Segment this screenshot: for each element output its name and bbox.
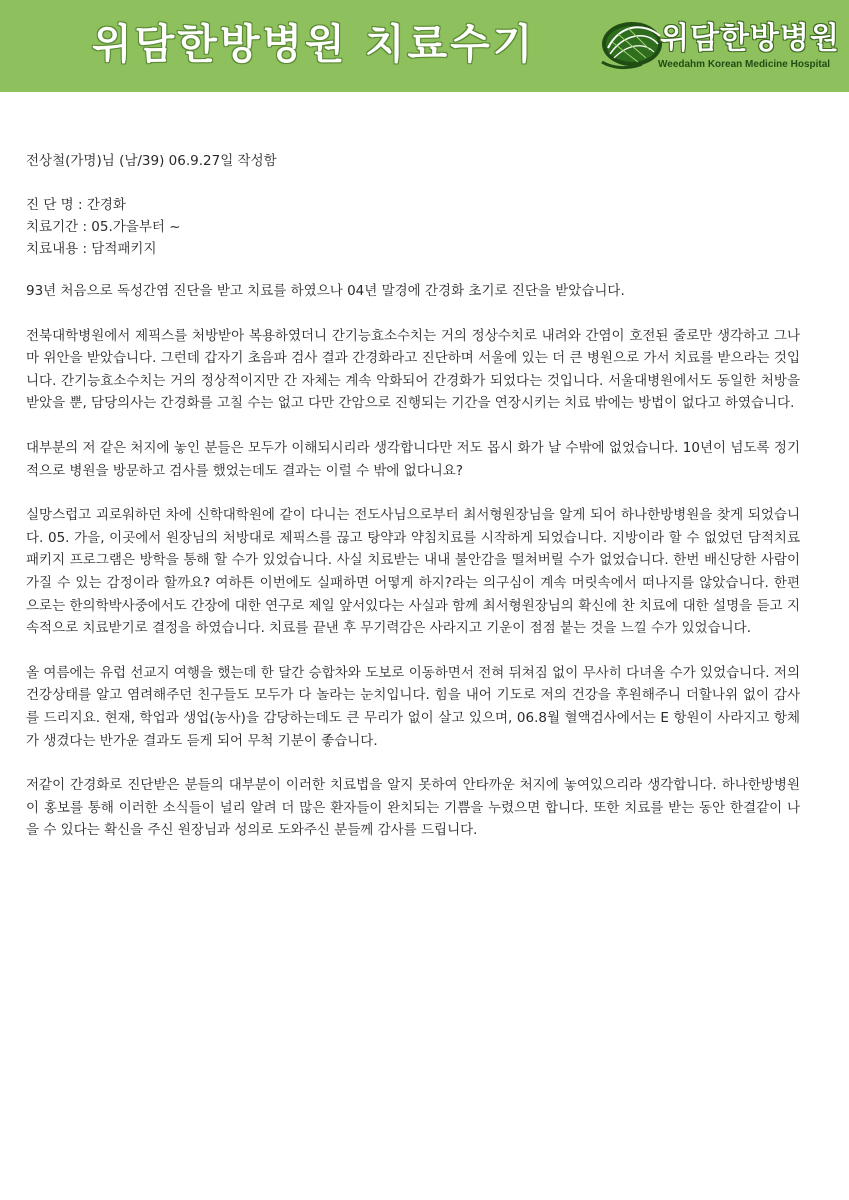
paragraph-recovery: 올 여름에는 유럽 선교지 여행을 했는데 한 달간 승합차와 도보로 이동하면서 전혀 뒤쳐짐 없이 무사히 다녀올 수가 있었습니다. 저의 건강상태를 알고 염려해주던 친구들도 모두가 다 놀라는 눈치입니다. 힘을 내어 기도로 저의 건강을 후원해주니 더할나위 없이 감사를 드리지요. 현재, 학업과 생업(농사)을 감당하는데도 큰 무리가 없이 살고 있으며, 06.8월 혈액검사에서는 E 항원이 사라지고 항체가 생겼다는 반가운 결과도 듣게 되어 무척 기분이 좋습니다. (26, 664, 800, 749)
paragraph-gratitude: 저같이 간경화로 진단받은 분들의 대부분이 이러한 치료법을 알지 못하여 안타까운 처지에 놓여있으리라 생각합니다. 하나한방병원이 홍보를 통해 이러한 소식들이 널리 알려 더 많은 환자들이 완치되는 기쁨을 누렸으면 합니다. 또한 치료를 받는 동안 한결같이 나을 수 있다는 확신을 주신 원장님과 성의로 도와주신 분들께 감사를 드립니다. (26, 777, 800, 839)
treatment-period-line: 치료기간 : 05.가을부터 ~ (26, 219, 181, 235)
diagnosis-line: 진 단 명 : 간경화 (26, 197, 126, 213)
treatment-content-line: 치료내용 : 담적패키지 (26, 241, 157, 257)
paragraph-frustration: 대부분의 저 같은 처지에 놓인 분들은 모두가 이해되시리라 생각합니다만 저도 몹시 화가 날 수밖에 없었습니다. 10년이 넘도록 정기적으로 병원을 방문하고 검사를 했었는데도 결과는 이럴 수 밖에 없다니요? (26, 439, 800, 479)
paragraph-diagnosis-history: 93년 처음으로 독성간염 진단을 받고 치료를 하였으나 04년 말경에 간경화 초기로 진단을 받았습니다. (26, 283, 625, 299)
paragraph-new-treatment: 실망스럽고 괴로워하던 차에 신학대학원에 같이 다니는 전도사님으로부터 최서형원장님을 알게 되어 하나한방병원을 찾게 되었습니다. 05. 가을, 이곳에서 원장님의 처방대로 제픽스를 끊고 탕약과 약침치료를 시작하게 되었습니다. 지방이라 할 수 없었던 담적치료 패키지 프로그램은 방학을 통해 할 수가 있었습니다. 사실 치료받는 내내 불안감을 떨쳐버릴 수가 없었습니다. 한번 배신당한 사람이 가질 수 있는 감정이라 할까요? 여하튼 이번에도 실패하면 어떻게 하지?라는 의구심이 계속 머릿속에서 떠나지를 않았습니다. 한편으로는 한의학박사중에서도 간장에 대한 연구로 제일 앞서있다는 사실과 함께 최서형원장님의 확신에 찬 치료에 대한 설명을 듣고 지속적으로 치료받기로 결정을 하였습니다. 치료를 끝낸 후 무기력감은 사라지고 기운이 점점 붙는 것을 느낄 수가 있었습니다. (26, 507, 800, 637)
paragraph-previous-treatment: 전북대학병원에서 제픽스를 처방받아 복용하였더니 간기능효소수치는 거의 정상수치로 내려와 간염이 호전된 줄로만 생각하고 그나마 위안을 받았습니다. 그런데 갑자기 초음파 검사 결과 간경화라고 진단하며 서울에 있는 더 큰 병원으로 가서 치료를 받으라는 것입니다. 간기능효소수치는 거의 정상적이지만 간 자체는 계속 악화되어 간경화가 되었다는 것입니다. 서울대병원에서도 동일한 처방을 받았을 뿐, 담당의사는 간경화를 고칠 수는 없고 다만 간암으로 진행되는 기간을 연장시키는 치료 밖에는 방법이 없다고 하였습니다. (26, 327, 800, 412)
logo-name: 위담한방병원 (660, 21, 840, 56)
page-title: 위담한방병원 치료수기 (92, 20, 536, 68)
author-line: 전상철(가명)님 (남/39) 06.9.27일 작성함 (26, 153, 277, 169)
header-banner (0, 0, 849, 92)
logo-subtitle: Weedahm Korean Medicine Hospital (658, 59, 831, 70)
document-body (26, 150, 800, 842)
